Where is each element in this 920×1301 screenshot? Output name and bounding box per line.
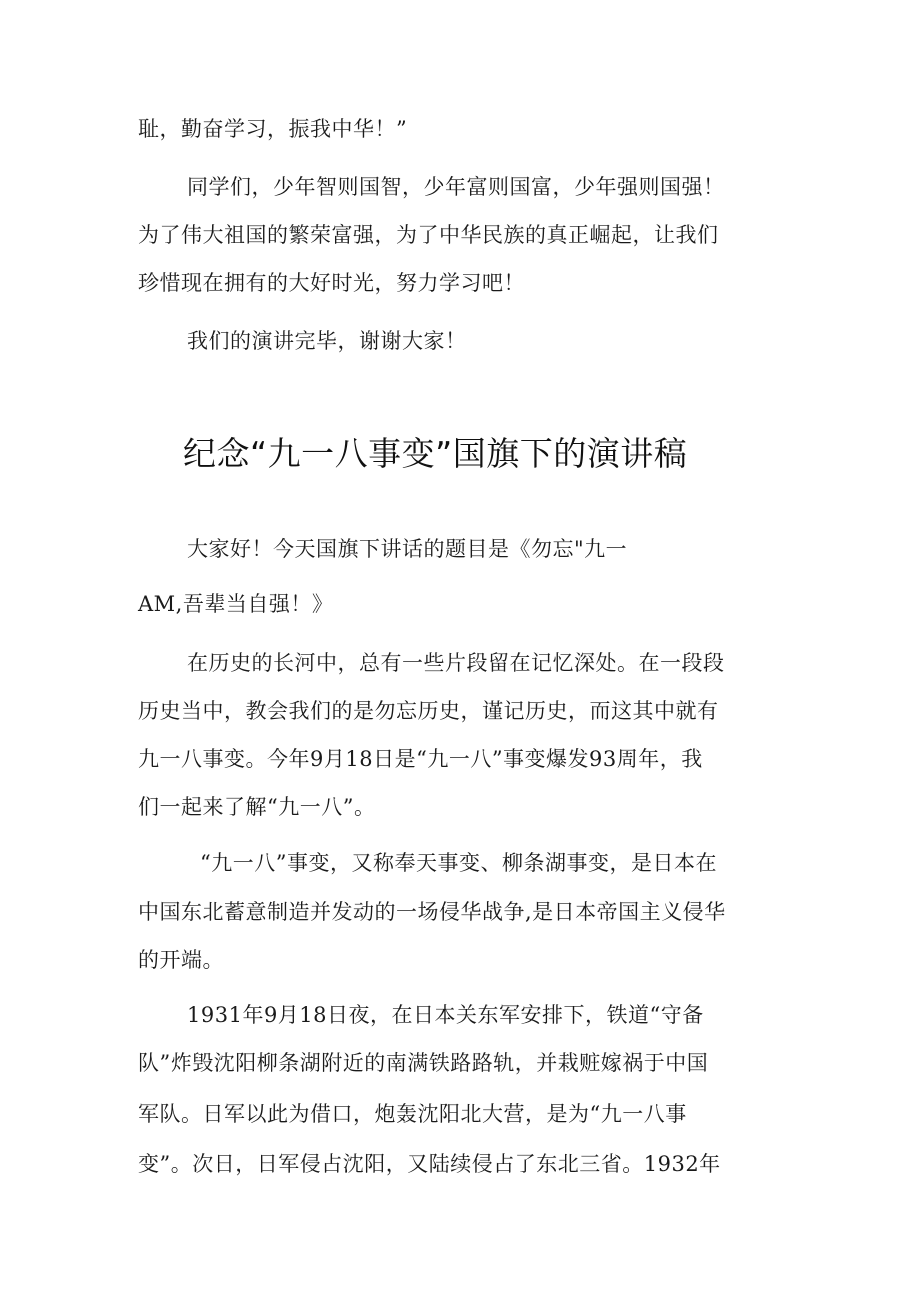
text-line: 九一八事变。今年9月18日是“九一八”事变爆发93周年，我 <box>138 747 703 771</box>
text-line: 1931年9月18日夜，在日本关东军安排下，铁道“守备 <box>187 1003 704 1027</box>
text-line: 军队。日军以此为借口，炮轰沈阳北大营，是为“九一八事 <box>138 1102 687 1126</box>
text-line: 的开端。 <box>138 948 224 972</box>
text-line: 同学们，少年智则国智，少年富则国富，少年强则国强！ <box>187 175 725 199</box>
text-line: 为了伟大祖国的繁荣富强，为了中华民族的真正崛起，让我们 <box>138 223 719 247</box>
text-line: 们一起来了解“九一八”。 <box>138 795 376 819</box>
text-line: 在历史的长河中，总有一些片段留在记忆深处。在一段段 <box>187 651 725 675</box>
text-line: 大家好！今天国旗下讲话的题目是《勿忘"九一 <box>187 537 628 561</box>
text-line: 队”炸毁沈阳柳条湖附近的南满铁路路轨，并栽赃嫁祸于中国 <box>138 1051 709 1075</box>
text-line: 中国东北蓄意制造并发动的一场侵华战争,是日本帝国主义侵华 <box>138 900 726 924</box>
closing-line: 我们的演讲完毕，谢谢大家！ <box>187 329 467 353</box>
text-line: 珍惜现在拥有的大好时光，努力学习吧！ <box>138 271 525 295</box>
text-line: 历史当中，教会我们的是勿忘历史，谨记历史，而这其中就有 <box>138 699 719 723</box>
text-line: “九一八”事变，又称奉天事变、柳条湖事变，是日本在 <box>200 851 717 875</box>
article-title: 纪念“九一八事变”国旗下的演讲稿 <box>183 434 688 473</box>
text-line: AM,吾辈当自强！》 <box>138 592 334 616</box>
text-line: 耻，勤奋学习，振我中华！” <box>138 117 408 141</box>
text-line: 变”。次日，日军侵占沈阳，又陆续侵占了东北三省。1932年 <box>138 1152 721 1176</box>
